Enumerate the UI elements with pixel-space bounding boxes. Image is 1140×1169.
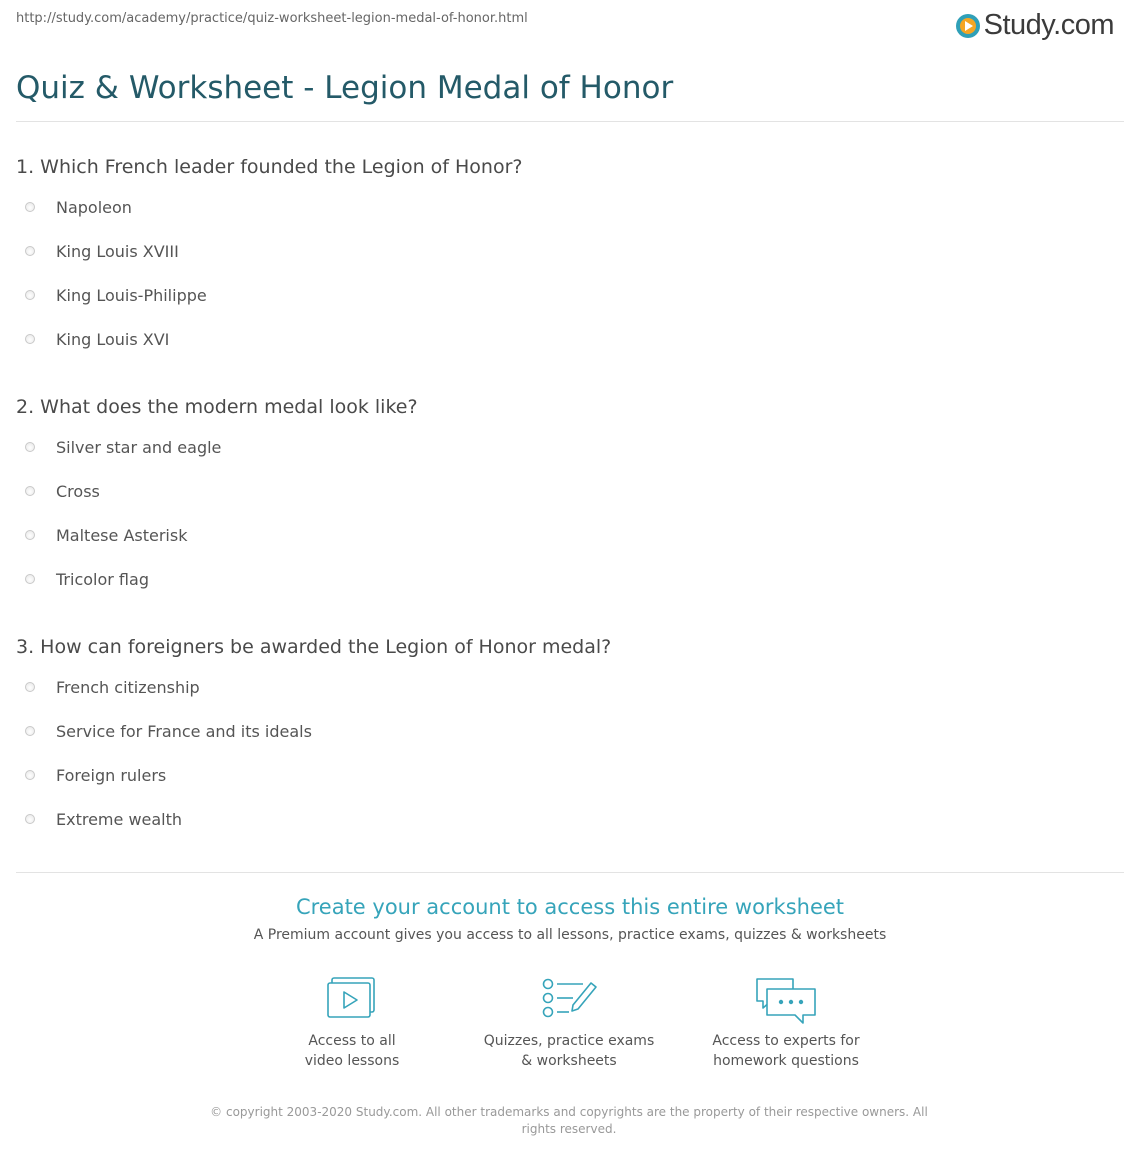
feature-label-line: homework questions (713, 1053, 859, 1069)
question-title: 2. What does the modern medal look like? (16, 396, 418, 418)
feature-video-lessons (252, 975, 452, 1071)
question-title: 1. Which French leader founded the Legion of Honor? (16, 156, 523, 178)
top-bar (16, 11, 1124, 41)
answer-option[interactable] (16, 678, 1124, 722)
feature-experts (686, 975, 886, 1071)
radio-button[interactable] (25, 814, 35, 824)
chat-bubbles-icon (753, 975, 819, 1027)
study-logo[interactable] (956, 9, 1114, 42)
answer-option[interactable] (16, 722, 1124, 766)
signup-cta (16, 895, 1124, 943)
radio-button[interactable] (25, 202, 35, 212)
question-title: 3. How can foreigners be awarded the Legion of Honor medal? (16, 636, 612, 658)
feature-label (686, 1031, 886, 1071)
answer-label: Napoleon (56, 198, 132, 217)
answer-label: Extreme wealth (56, 810, 183, 829)
page-url: http://study.com/academy/practice/quiz-worksheet-legion-medal-of-honor.html (16, 11, 528, 26)
feature-label-line: & worksheets (521, 1053, 617, 1069)
answer-option[interactable] (16, 242, 1124, 286)
feature-label-line: video lessons (304, 1053, 400, 1069)
logo-text: Study.com (983, 9, 1114, 41)
cta-link[interactable]: Create your account to access this entire worksheet (295, 895, 845, 919)
logo-play-icon (956, 14, 980, 38)
radio-button[interactable] (25, 530, 35, 540)
answer-label: Service for France and its ideals (56, 722, 312, 741)
page-title: Quiz & Worksheet - Legion Medal of Honor (16, 70, 674, 106)
video-lessons-icon (326, 975, 378, 1021)
answer-option[interactable] (16, 766, 1124, 810)
answer-label: Maltese Asterisk (56, 526, 188, 545)
answer-option[interactable] (16, 198, 1124, 242)
answer-option[interactable] (16, 330, 1124, 374)
question-3 (16, 636, 1124, 854)
answer-option[interactable] (16, 438, 1124, 482)
answer-label: Cross (56, 482, 100, 501)
answer-option[interactable] (16, 810, 1124, 854)
answer-label: Tricolor flag (56, 570, 149, 589)
answer-label: Foreign rulers (56, 766, 167, 785)
feature-label (252, 1031, 452, 1071)
radio-button[interactable] (25, 682, 35, 692)
answer-options (16, 678, 1124, 854)
answer-option[interactable] (16, 286, 1124, 330)
feature-label-line: Access to experts for (712, 1033, 860, 1049)
copyright-text: © copyright 2003-2020 Study.com. All other trademarks and copyrights are the property of their respective owners. All rights reserved. (210, 1105, 928, 1136)
radio-button[interactable] (25, 486, 35, 496)
radio-button[interactable] (25, 290, 35, 300)
quiz-checklist-icon (539, 975, 599, 1021)
answer-option[interactable] (16, 482, 1124, 526)
section-divider (16, 872, 1124, 873)
radio-button[interactable] (25, 334, 35, 344)
feature-quizzes (469, 975, 669, 1071)
answer-label: King Louis XVI (56, 330, 170, 349)
answer-option[interactable] (16, 526, 1124, 570)
answer-label: Silver star and eagle (56, 438, 222, 457)
title-divider (16, 121, 1124, 122)
question-1 (16, 156, 1124, 374)
radio-button[interactable] (25, 246, 35, 256)
answer-options (16, 438, 1124, 614)
answer-options (16, 198, 1124, 374)
radio-button[interactable] (25, 574, 35, 584)
answer-option[interactable] (16, 570, 1124, 614)
feature-list (0, 975, 1140, 1085)
answer-label: French citizenship (56, 678, 200, 697)
radio-button[interactable] (25, 770, 35, 780)
answer-label: King Louis-Philippe (56, 286, 207, 305)
radio-button[interactable] (25, 442, 35, 452)
answer-label: King Louis XVIII (56, 242, 179, 261)
cta-subtitle: A Premium account gives you access to all lessons, practice exams, quizzes & worksheets (253, 927, 887, 943)
feature-label-line: Access to all (308, 1033, 396, 1049)
question-2 (16, 396, 1124, 614)
feature-label-line: Quizzes, practice exams (483, 1033, 655, 1049)
feature-label (469, 1031, 669, 1071)
radio-button[interactable] (25, 726, 35, 736)
